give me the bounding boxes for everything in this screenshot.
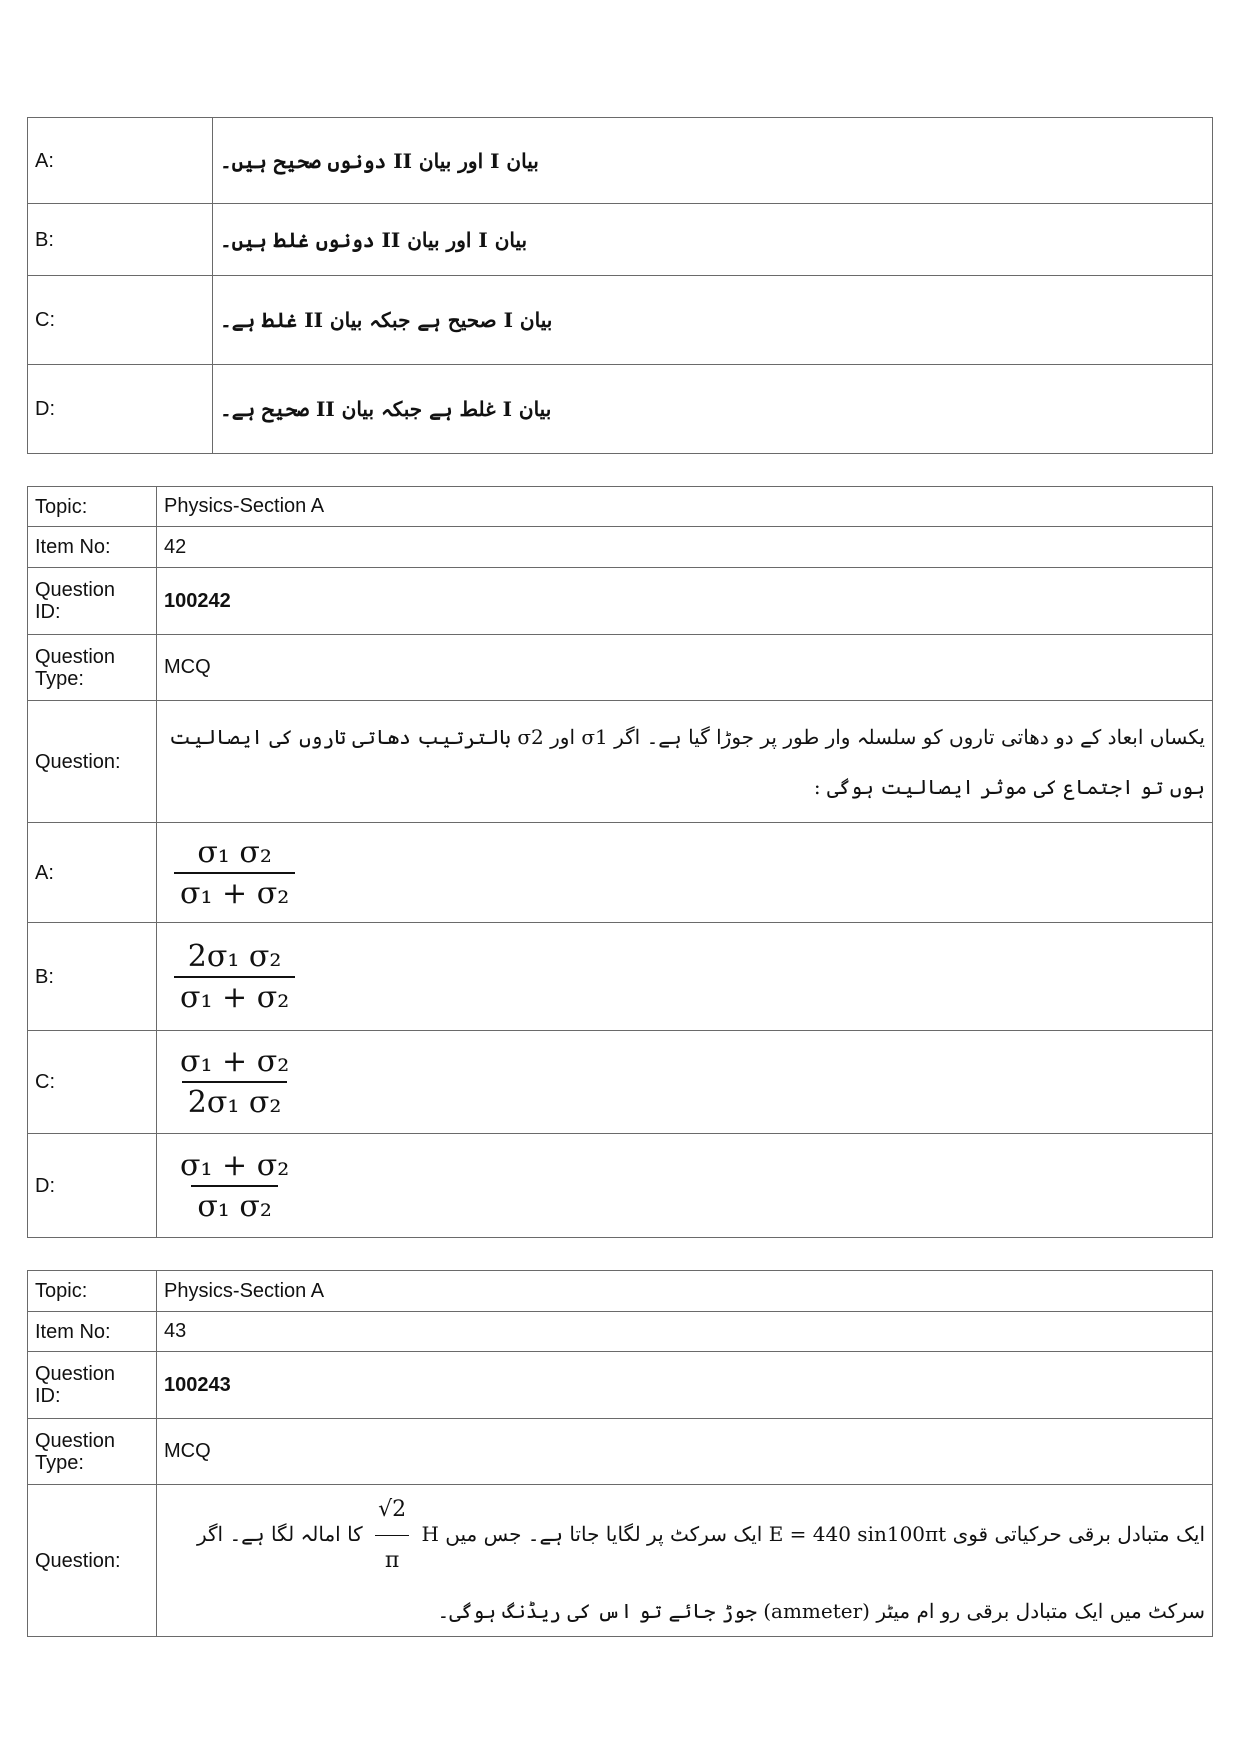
option-label: C:: [28, 276, 213, 365]
question-type-label: Question Type:: [28, 635, 157, 701]
question-43-table: [27, 1270, 1213, 1637]
question-id-value: 100242: [157, 568, 1213, 635]
question-type-row: [28, 635, 1213, 701]
item-label: Item No:: [28, 1312, 157, 1352]
option-row-d: [28, 365, 1213, 454]
inductance-fraction: [375, 1485, 409, 1586]
fraction-denominator: σ₁ + σ₂: [174, 976, 295, 1015]
question-id-row: [28, 568, 1213, 635]
question-id-label: Question ID:: [28, 1352, 157, 1419]
topic-value: Physics-Section A: [157, 1271, 1213, 1312]
topic-label: Topic:: [28, 1271, 157, 1312]
question-text: یکساں ابعاد کے دو دھاتی تاروں کو سلسلہ وار طور پر جوڑا گیا ہے۔ اگر σ1 اور σ2 بالترتیب دھاتی تاروں کی ایصالیت ہوں تو اجتماع کی موثر ایصالیت ہوگی :: [157, 701, 1213, 823]
option-formula: [157, 1134, 1213, 1238]
option-label: D:: [28, 365, 213, 454]
item-row: [28, 527, 1213, 568]
fraction-denominator: π: [384, 1548, 400, 1573]
ammeter-term: (ammeter): [763, 1599, 870, 1623]
option-label: C:: [28, 1031, 157, 1134]
emf-formula: E = 440 sin100πt: [768, 1522, 947, 1546]
option-formula: [157, 823, 1213, 923]
question-type-label: Question Type:: [28, 1419, 157, 1485]
topic-row: [28, 1271, 1213, 1312]
fraction-numerator: σ₁ + σ₂: [180, 1044, 290, 1079]
option-label: A:: [28, 118, 213, 204]
fraction-denominator: 2σ₁ σ₂: [182, 1081, 288, 1120]
question-42-table: [27, 486, 1213, 1238]
fraction: [174, 835, 295, 911]
question-text: ایک متبادل برقی حرکیاتی قوی E = 440 sin100πt ایک سرکٹ پر لگایا جاتا ہے۔ جس میں H $\frac{√2}{\pi}$ کا امالہ لگا ہے۔ اگر سرکٹ میں ایک متبادل برقی رو ام میٹر (ammeter) جوڑ جائے تو اس کی ریڈنگ ہوگی۔: [157, 1485, 1213, 1637]
option-row-c: [28, 276, 1213, 365]
option-row-a: [28, 823, 1213, 923]
question-id-value: 100243: [157, 1352, 1213, 1419]
option-row-c: [28, 1031, 1213, 1134]
question-id-row: [28, 1352, 1213, 1419]
item-label: Item No:: [28, 527, 157, 568]
topic-row: [28, 487, 1213, 527]
fraction: [174, 1148, 295, 1224]
fraction: [174, 1044, 295, 1120]
fraction-numerator: 2σ₁ σ₂: [187, 938, 282, 974]
option-row-a: [28, 118, 1213, 204]
question-id-label: Question ID:: [28, 568, 157, 635]
fraction-numerator: σ₁ σ₂: [197, 834, 272, 870]
topic-value: Physics-Section A: [157, 487, 1213, 527]
question-type-row: [28, 1419, 1213, 1485]
option-text: بیان I غلط ہے جبکہ بیان II صحیح ہے۔: [213, 365, 1213, 454]
option-label: D:: [28, 1134, 157, 1238]
option-row-b: [28, 923, 1213, 1031]
fraction-denominator: σ₁ + σ₂: [174, 872, 295, 911]
fraction-numerator: σ₁ + σ₂: [180, 1147, 290, 1183]
prev-question-options-table: [27, 117, 1213, 454]
question-label: Question:: [28, 1485, 157, 1637]
option-row-b: [28, 204, 1213, 276]
option-formula: [157, 1031, 1213, 1134]
fraction-denominator: σ₁ σ₂: [191, 1185, 278, 1224]
question-row: [28, 701, 1213, 823]
fraction-numerator: √2: [375, 1485, 409, 1536]
fraction: [174, 939, 295, 1015]
question-row: [28, 1485, 1213, 1637]
item-value: 42: [157, 527, 1213, 568]
option-text: بیان I صحیح ہے جبکہ بیان II غلط ہے۔: [213, 276, 1213, 365]
option-formula: [157, 923, 1213, 1031]
option-label: B:: [28, 204, 213, 276]
question-type-value: MCQ: [157, 1419, 1213, 1485]
topic-label: Topic:: [28, 487, 157, 527]
option-label: A:: [28, 823, 157, 923]
question-type-value: MCQ: [157, 635, 1213, 701]
option-row-d: [28, 1134, 1213, 1238]
option-text: بیان I اور بیان II دونوں غلط ہیں۔: [213, 204, 1213, 276]
option-label: B:: [28, 923, 157, 1031]
inductance-unit: H: [421, 1522, 439, 1546]
question-label: Question:: [28, 701, 157, 823]
item-row: [28, 1312, 1213, 1352]
item-value: 43: [157, 1312, 1213, 1352]
option-text: بیان I اور بیان II دونوں صحیح ہیں۔: [213, 118, 1213, 204]
